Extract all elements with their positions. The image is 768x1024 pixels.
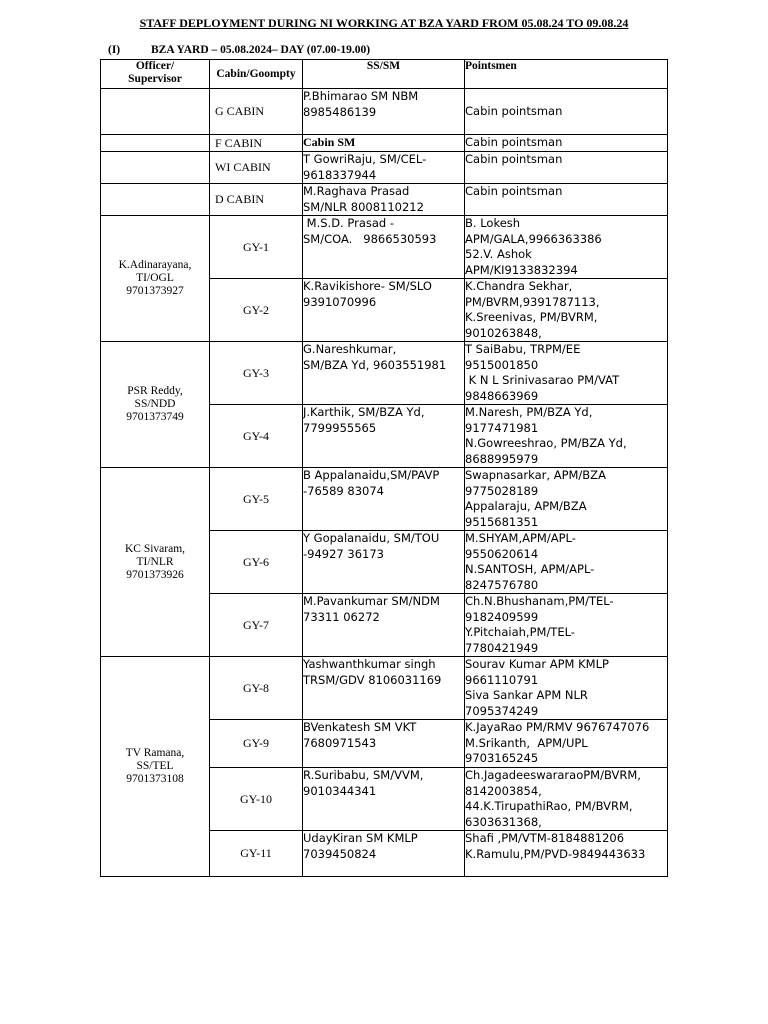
sssm-cell: M.S.D. Prasad - SM/COA. 9866530593 [303,216,465,279]
table-row [101,184,668,216]
deployment-table [100,59,668,877]
pointsmen-cell: Ch.N.Bhushanam,PM/TEL- 9182409599 Y.Pitchaiah,PM/TEL- 7780421949 [465,594,668,657]
pointsmen-cell: Cabin pointsman [465,184,668,216]
cabin-cell: G CABIN [210,89,303,135]
sssm-cell: P.Bhimarao SM NBM 8985486139 [303,89,465,135]
cabin-cell: GY-9 [210,720,303,768]
cabin-cell: GY-8 [210,657,303,720]
pointsmen-cell: K.Chandra Sekhar, PM/BVRM,9391787113, K.Sreenivas, PM/BVRM, 9010263848, [465,279,668,342]
sssm-cell: M.Raghava Prasad SM/NLR 8008110212 [303,184,465,216]
pointsmen-cell: Ch.JagadeeswararaoPM/BVRM, 8142003854, 44.K.TirupathiRao, PM/BVRM, 6303631368, [465,768,668,831]
sssm-cell: B Appalanaidu,SM/PAVP -76589 83074 [303,468,465,531]
table-row [101,342,668,405]
section-number: (I) [108,44,121,56]
cabin-cell: GY-3 [210,342,303,405]
pointsmen-cell: K.JayaRao PM/RMV 9676747076 M.Srikanth, APM/UPL 9703165245 [465,720,668,768]
sssm-cell: J.Karthik, SM/BZA Yd, 7799955565 [303,405,465,468]
officer-cell-empty [101,89,210,135]
table-row [101,216,668,279]
officer-cell-empty [101,135,210,152]
section-heading [108,44,370,56]
sssm-cell: UdayKiran SM KMLP 7039450824 [303,831,465,877]
cabin-cell: GY-11 [210,831,303,877]
sssm-cell: Cabin SM [303,135,465,152]
pointsmen-cell: Cabin pointsman [465,89,668,135]
officer-cell: TV Ramana, SS/TEL 9701373108 [101,657,210,877]
pointsmen-cell: Shafi ,PM/VTM-8184881206 K.Ramulu,PM/PVD-9849443633 [465,831,668,877]
cabin-cell: GY-10 [210,768,303,831]
sssm-cell: G.Nareshkumar, SM/BZA Yd, 9603551981 [303,342,465,405]
cabin-cell: GY-6 [210,531,303,594]
cabin-cell: WI CABIN [210,152,303,184]
sssm-cell: T GowriRaju, SM/CEL- 9618337944 [303,152,465,184]
officer-cell-empty [101,184,210,216]
pointsmen-cell: Cabin pointsman [465,152,668,184]
sssm-cell: Yashwanthkumar singh TRSM/GDV 8106031169 [303,657,465,720]
table-row [101,135,668,152]
officer-cell: K.Adinarayana, TI/OGL 9701373927 [101,216,210,342]
officer-cell: KC Sivaram, TI/NLR 9701373926 [101,468,210,657]
cabin-cell: GY-2 [210,279,303,342]
header-sssm: SS/SM [303,60,465,89]
table-row [101,657,668,720]
document-title: STAFF DEPLOYMENT DURING NI WORKING AT BZA YARD FROM 05.08.24 TO 09.08.24 [139,16,629,30]
pointsmen-cell: T SaiBabu, TRPM/EE 9515001850 K N L Srinivasarao PM/VAT 9848663969 [465,342,668,405]
pointsmen-cell: Sourav Kumar APM KMLP 9661110791 Siva Sankar APM NLR 7095374249 [465,657,668,720]
sssm-cell: M.Pavankumar SM/NDM 73311 06272 [303,594,465,657]
table-row [101,468,668,531]
pointsmen-cell: Swapnasarkar, APM/BZA 9775028189 Appalaraju, APM/BZA 9515681351 [465,468,668,531]
cabin-cell: GY-7 [210,594,303,657]
pointsmen-cell: B. Lokesh APM/GALA,9966363386 52.V. Ashok APM/KI9133832394 [465,216,668,279]
sssm-cell: BVenkatesh SM VKT 7680971543 [303,720,465,768]
sssm-cell: Y Gopalanaidu, SM/TOU -94927 36173 [303,531,465,594]
cabin-cell: D CABIN [210,184,303,216]
officer-cell-empty [101,152,210,184]
header-pointsmen: Pointsmen [465,60,668,89]
pointsmen-cell: M.Naresh, PM/BZA Yd, 9177471981 N.Gowreeshrao, PM/BZA Yd, 8688995979 [465,405,668,468]
sssm-cell: R.Suribabu, SM/VVM, 9010344341 [303,768,465,831]
cabin-cell: GY-5 [210,468,303,531]
table-row [101,89,668,135]
table-row [101,152,668,184]
officer-cell: PSR Reddy, SS/NDD 9701373749 [101,342,210,468]
cabin-cell: GY-4 [210,405,303,468]
table-header-row [101,60,668,89]
pointsmen-cell: Cabin pointsman [465,135,668,152]
cabin-cell: F CABIN [210,135,303,152]
cabin-cell: GY-1 [210,216,303,279]
header-officer: Officer/ Supervisor [101,60,210,89]
section-title: BZA YARD – 05.08.2024– DAY (07.00-19.00) [151,44,371,56]
header-cabin: Cabin/Goompty [210,60,303,89]
pointsmen-cell: M.SHYAM,APM/APL- 9550620614 N.SANTOSH, APM/APL- 8247576780 [465,531,668,594]
sssm-cell: K.Ravikishore- SM/SLO 9391070996 [303,279,465,342]
